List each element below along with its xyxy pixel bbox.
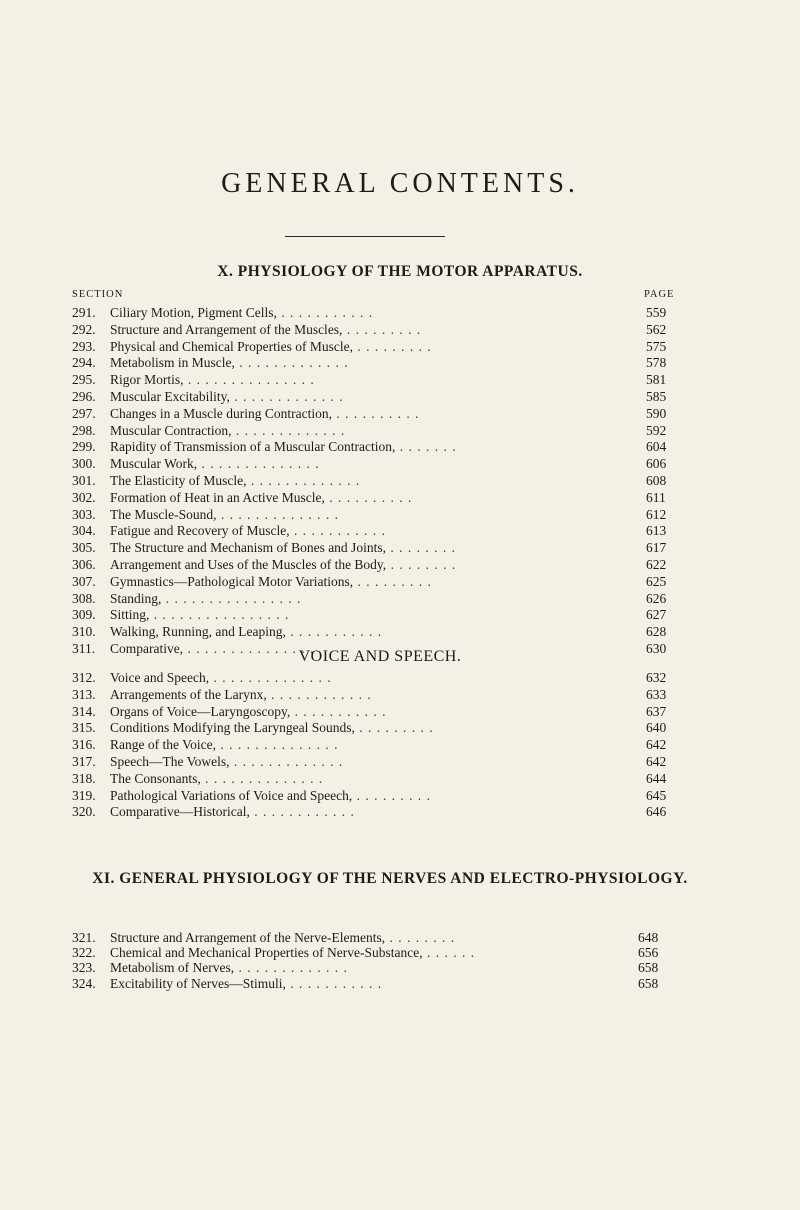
entry-page-number: 604 [646,439,667,455]
entry-page-number: 644 [646,770,667,786]
toc-entry [72,338,672,356]
dot-leader: . . . . . . . [395,439,457,455]
entry-number: 291. [72,305,96,320]
entry-number: 298. [72,422,96,438]
entry-number: 293. [72,338,96,354]
entry-page-number: 656 [638,945,659,961]
entry-page-number: 628 [646,624,667,640]
entry-page-number: 645 [646,787,667,803]
entry-page-number: 606 [646,456,667,472]
entry-title: Excitability of Nerves—Stimuli, [110,975,286,991]
toc-entry [72,556,672,574]
dot-leader: . . . . . . . . . . . [290,703,387,719]
dot-leader: . . . . . . . . . [353,573,432,589]
toc-entry [72,703,672,721]
entry-title: Range of the Voice, [110,737,216,753]
entry-number: 318. [72,770,96,786]
entry-page-number: 578 [646,355,667,371]
entry-page-number: 581 [646,372,667,388]
entry-number: 301. [72,473,96,488]
dot-leader: . . . . . . . . . . . . . . [197,456,320,472]
page-column-label: PAGE [644,289,675,300]
entry-number: 308. [72,590,96,606]
toc-entry [72,975,672,993]
toc-entry [72,321,672,339]
entry-title: The Muscle-Sound, [110,506,217,522]
toc-entry [72,304,672,322]
entry-page-number: 648 [638,930,659,945]
toc-entry [72,405,672,423]
dot-leader: . . . . . . . . . . . [289,523,386,539]
entry-number: 313. [72,686,96,702]
entry-number: 303. [72,506,96,522]
entry-number: 314. [72,703,96,719]
section-heading-motor-apparatus: X. PHYSIOLOGY OF THE MOTOR APPARATUS. [217,263,583,280]
toc-entry [72,803,672,821]
entry-page-number: 642 [646,737,667,753]
section-heading-voice-speech: VOICE AND SPEECH. [298,648,462,665]
entry-number: 305. [72,540,96,556]
entry-number: 296. [72,389,96,404]
entry-page-number: 612 [646,506,667,522]
entry-number: 311. [72,641,96,656]
entry-number: 309. [72,607,96,623]
entry-page-number: 585 [646,389,667,404]
toc-entry [72,736,672,754]
entry-title: Organs of Voice—Laryngoscopy, [110,703,291,719]
entry-title: Arrangements of the Larynx, [110,686,267,702]
entry-number: 297. [72,405,96,421]
toc-entry [72,522,672,540]
entry-page-number: 608 [646,473,667,488]
entry-page-number: 611 [646,489,666,505]
dot-leader: . . . . . . . . . . . . [249,804,355,820]
toc-entry [72,669,672,687]
dot-leader: . . . . . . . . . . . . . [234,960,348,976]
entry-title: Structure and Arrangement of the Nerve-Elements, [110,930,386,945]
entry-title: Changes in a Muscle during Contraction, [110,405,332,421]
dot-leader: . . . . . . . . . [352,338,432,354]
entry-number: 307. [72,573,96,589]
entry-title: Metabolism of Nerves, [110,960,235,976]
entry-number: 319. [72,787,96,803]
dot-leader: . . . . . . . . . [342,321,422,337]
dot-leader: . . . . . . . . . [354,720,434,736]
entry-title: Speech—The Vowels, [110,754,230,769]
entry-title: Gymnastics—Pathological Motor Variations, [110,573,354,589]
dot-leader: . . . . . . . . . . . . . . [215,737,339,753]
entry-number: 315. [72,720,96,736]
entry-title: Formation of Heat in an Active Muscle, [110,489,325,505]
dot-leader: . . . . . . [422,945,476,961]
entry-page-number: 633 [646,686,667,702]
entry-number: 295. [72,372,96,388]
dot-leader: . . . . . . . . . . . . . [231,422,346,438]
entry-page-number: 632 [646,670,667,685]
dot-leader: . . . . . . . . . . . . . . . . [161,590,302,606]
entry-page-number: 559 [646,305,667,320]
entry-title: Voice and Speech, [110,670,210,685]
entry-title: Muscular Work, [110,456,198,472]
dot-leader: . . . . . . . . . . . . . . . [183,641,315,656]
toc-entry [72,686,672,704]
entry-number: 323. [72,960,96,976]
dot-leader: . . . . . . . . [385,540,456,556]
dot-leader: . . . . . . . . . . . . . . . . [149,607,290,623]
entry-page-number: 658 [638,975,659,991]
toc-entry [72,422,672,440]
toc-entry [72,438,672,456]
entry-title: Comparative—Historical, [110,804,250,820]
entry-title: Fatigue and Recovery of Muscle, [110,523,290,539]
dot-leader: . . . . . . . . . . . [285,624,383,640]
entry-number: 294. [72,355,96,371]
entry-page-number: 626 [646,590,667,606]
dot-leader: . . . . . . . . . . . . . . . [183,372,315,388]
toc-entry [72,590,672,608]
dot-leader: . . . . . . . . . . . . . . [200,770,324,786]
entry-page-number: 640 [646,720,667,736]
toc-entry [72,770,672,788]
toc-entry [72,489,672,507]
entry-title: Muscular Contraction, [110,422,232,438]
toc-entry [72,371,672,389]
dot-leader: . . . . . . . . . . . . . [234,355,349,371]
entry-page-number: 622 [646,557,667,572]
page-title: GENERAL CONTENTS. [221,168,579,199]
dot-leader: . . . . . . . . . . [324,489,413,505]
toc-entry [72,506,672,524]
entry-title: The Structure and Mechanism of Bones and Joints, [110,540,386,556]
dot-leader: . . . . . . . . [385,930,456,945]
toc-entry [72,472,672,490]
entry-title: Standing, [110,590,162,606]
entry-title: Ciliary Motion, Pigment Cells, [110,305,277,320]
title-rule [285,236,445,237]
entry-title: Pathological Variations of Voice and Speech, [110,787,353,803]
dot-leader: . . . . . . . . . . . [276,305,374,320]
entry-title: Sitting, [110,607,150,623]
dot-leader: . . . . . . . . . . . . . [229,754,344,769]
entry-number: 302. [72,489,96,505]
section-heading-nerves: XI. GENERAL PHYSIOLOGY OF THE NERVES AND ELECTRO-PHYSIOLOGY. [92,870,688,887]
entry-page-number: 592 [646,422,667,438]
entry-number: 310. [72,624,96,640]
toc-entry [72,455,672,473]
entry-title: Chemical and Mechanical Properties of Nerve-Substance, [110,945,423,961]
entry-title: Physical and Chemical Properties of Muscle, [110,338,353,354]
dot-leader: . . . . . . . . . [352,787,431,803]
entry-number: 322. [72,945,96,961]
dot-leader: . . . . . . . . . . . . . [246,473,361,488]
entry-title: Structure and Arrangement of the Muscles, [110,321,343,337]
entry-page-number: 562 [646,321,667,337]
entry-number: 321. [72,930,96,945]
dot-leader: . . . . . . . . . . . . . . [216,506,339,522]
entry-page-number: 627 [646,607,667,623]
entry-title: The Consonants, [110,770,201,786]
toc-entry [72,573,672,591]
entry-number: 292. [72,321,96,337]
entry-page-number: 646 [646,804,667,820]
entry-title: Arrangement and Uses of the Muscles of the Body, [110,557,387,572]
entry-page-number: 575 [646,338,667,354]
entry-title: The Elasticity of Muscle, [110,473,247,488]
entry-number: 306. [72,557,96,572]
entry-number: 324. [72,975,96,991]
entry-number: 317. [72,754,96,769]
entry-page-number: 637 [646,703,667,719]
entry-title: Metabolism in Muscle, [110,355,235,371]
entry-number: 300. [72,456,96,472]
entry-page-number: 642 [646,754,667,769]
entry-title: Rigor Mortis, [110,372,184,388]
dot-leader: . . . . . . . . [386,557,457,572]
entry-number: 320. [72,804,96,820]
entry-page-number: 613 [646,523,667,539]
toc-entry [72,787,672,805]
dot-leader: . . . . . . . . . . . . . . [209,670,332,685]
toc-entry [72,623,672,641]
entry-title: Muscular Excitability, [110,389,230,404]
entry-page-number: 617 [646,540,667,556]
toc-entry [72,388,672,406]
toc-entry [72,719,672,737]
entry-title: Walking, Running, and Leaping, [110,624,286,640]
dot-leader: . . . . . . . . . . . . [266,686,372,702]
entry-title: Rapidity of Transmission of a Muscular Contraction, [110,439,396,455]
entry-number: 299. [72,439,96,455]
toc-entry [72,753,672,771]
entry-title: Comparative, [110,641,184,656]
toc-entry [72,606,672,624]
toc-entry [72,354,672,372]
toc-entry [72,539,672,557]
entry-page-number: 658 [638,960,659,976]
entry-number: 304. [72,523,96,539]
entry-title: Conditions Modifying the Laryngeal Sounds, [110,720,355,736]
dot-leader: . . . . . . . . . . . . . [229,389,344,404]
dot-leader: . . . . . . . . . . . [285,975,383,991]
entry-number: 312. [72,670,96,685]
entry-page-number: 630 [646,641,667,656]
entry-page-number: 590 [646,405,667,421]
entry-page-number: 625 [646,573,667,589]
dot-leader: . . . . . . . . . . [331,405,420,421]
entry-number: 316. [72,737,96,753]
section-column-label: SECTION [72,289,124,300]
